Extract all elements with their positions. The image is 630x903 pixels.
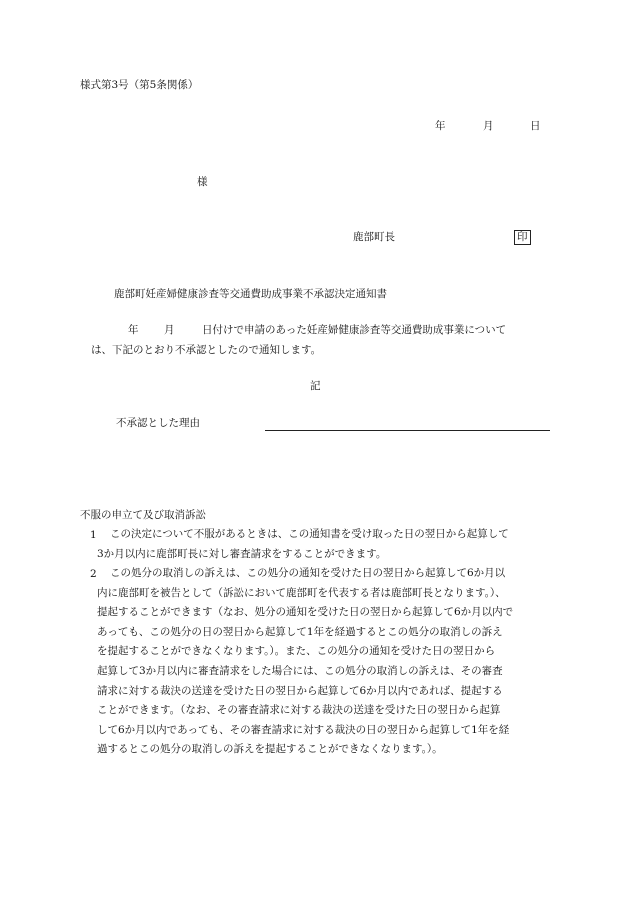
date-year-label: 年 (435, 120, 446, 132)
recipient-suffix: 様 (197, 176, 208, 188)
notice-line: この処分の取消しの訴えは、この処分の通知を受けた日の翌日から起算して6か月以 (110, 567, 506, 579)
ki-heading: 記 (310, 380, 321, 392)
body-line-1: 日付けで申請のあった妊産婦健康診査等交通費助成事業について (202, 324, 507, 336)
issuer-name: 鹿部町長 (353, 231, 395, 243)
body-month-label: 月 (164, 324, 175, 336)
notice-item-number: 1 (90, 529, 97, 541)
body-line-2: は、下記のとおり不承認としたので通知します。 (91, 344, 322, 356)
notice-item-number: 2 (90, 568, 97, 580)
notice-line: あっても、この処分の日の翌日から起算して1年を経過するとこの処分の取消しの訴え (97, 625, 503, 638)
notice-line: 3か月以内に鹿部町長に対し審査請求をすることができます。 (97, 547, 387, 560)
body-year-label: 年 (128, 324, 139, 336)
notice-line: 過するとこの処分の取消しの訴えを提起することができなくなります。）。 (97, 743, 443, 756)
notice-line: 起算して3か月以内に審査請求をした場合には、この処分の取消しの訴えは、その審査 (97, 664, 503, 677)
seal-mark: 印 (514, 230, 531, 245)
notice-line: この決定について不服があるときは、この通知書を受け取った日の翌日から起算して (110, 528, 509, 540)
notice-line: して6か月以内であっても、その審査請求に対する裁決の日の翌日から起算して1年を経 (97, 723, 510, 736)
document-title: 鹿部町妊産婦健康診査等交通費助成事業不承認決定通知書 (114, 288, 387, 300)
notice-item-text (97, 525, 557, 564)
date-day-label: 日 (530, 120, 541, 132)
notice-heading: 不服の申立て及び取消訴訟 (80, 509, 206, 521)
notice-item-text (97, 564, 557, 760)
notice-line: 請求に対する裁決の送達を受けた日の翌日から起算して6か月以内であれば、提起する (97, 684, 503, 697)
notice-line: 提起することができます（なお、処分の通知を受けた日の翌日から起算して6か月以内で (97, 606, 514, 619)
notice-line: を提起することができなくなります。）。また、この処分の通知を受けた日の翌日から (97, 645, 496, 658)
date-month-label: 月 (483, 120, 494, 132)
reason-underline (265, 430, 550, 431)
form-number: 様式第3号（第5条関係） (80, 79, 199, 91)
notice-line: 内に鹿部町を被告として（訴訟において鹿部町を代表する者は鹿部町長となります。）、 (97, 586, 506, 599)
notice-line: ことができます。（なお、その審査請求に対する裁決の送達を受けた日の翌日から起算 (97, 704, 501, 717)
reason-label: 不承認とした理由 (116, 417, 200, 429)
